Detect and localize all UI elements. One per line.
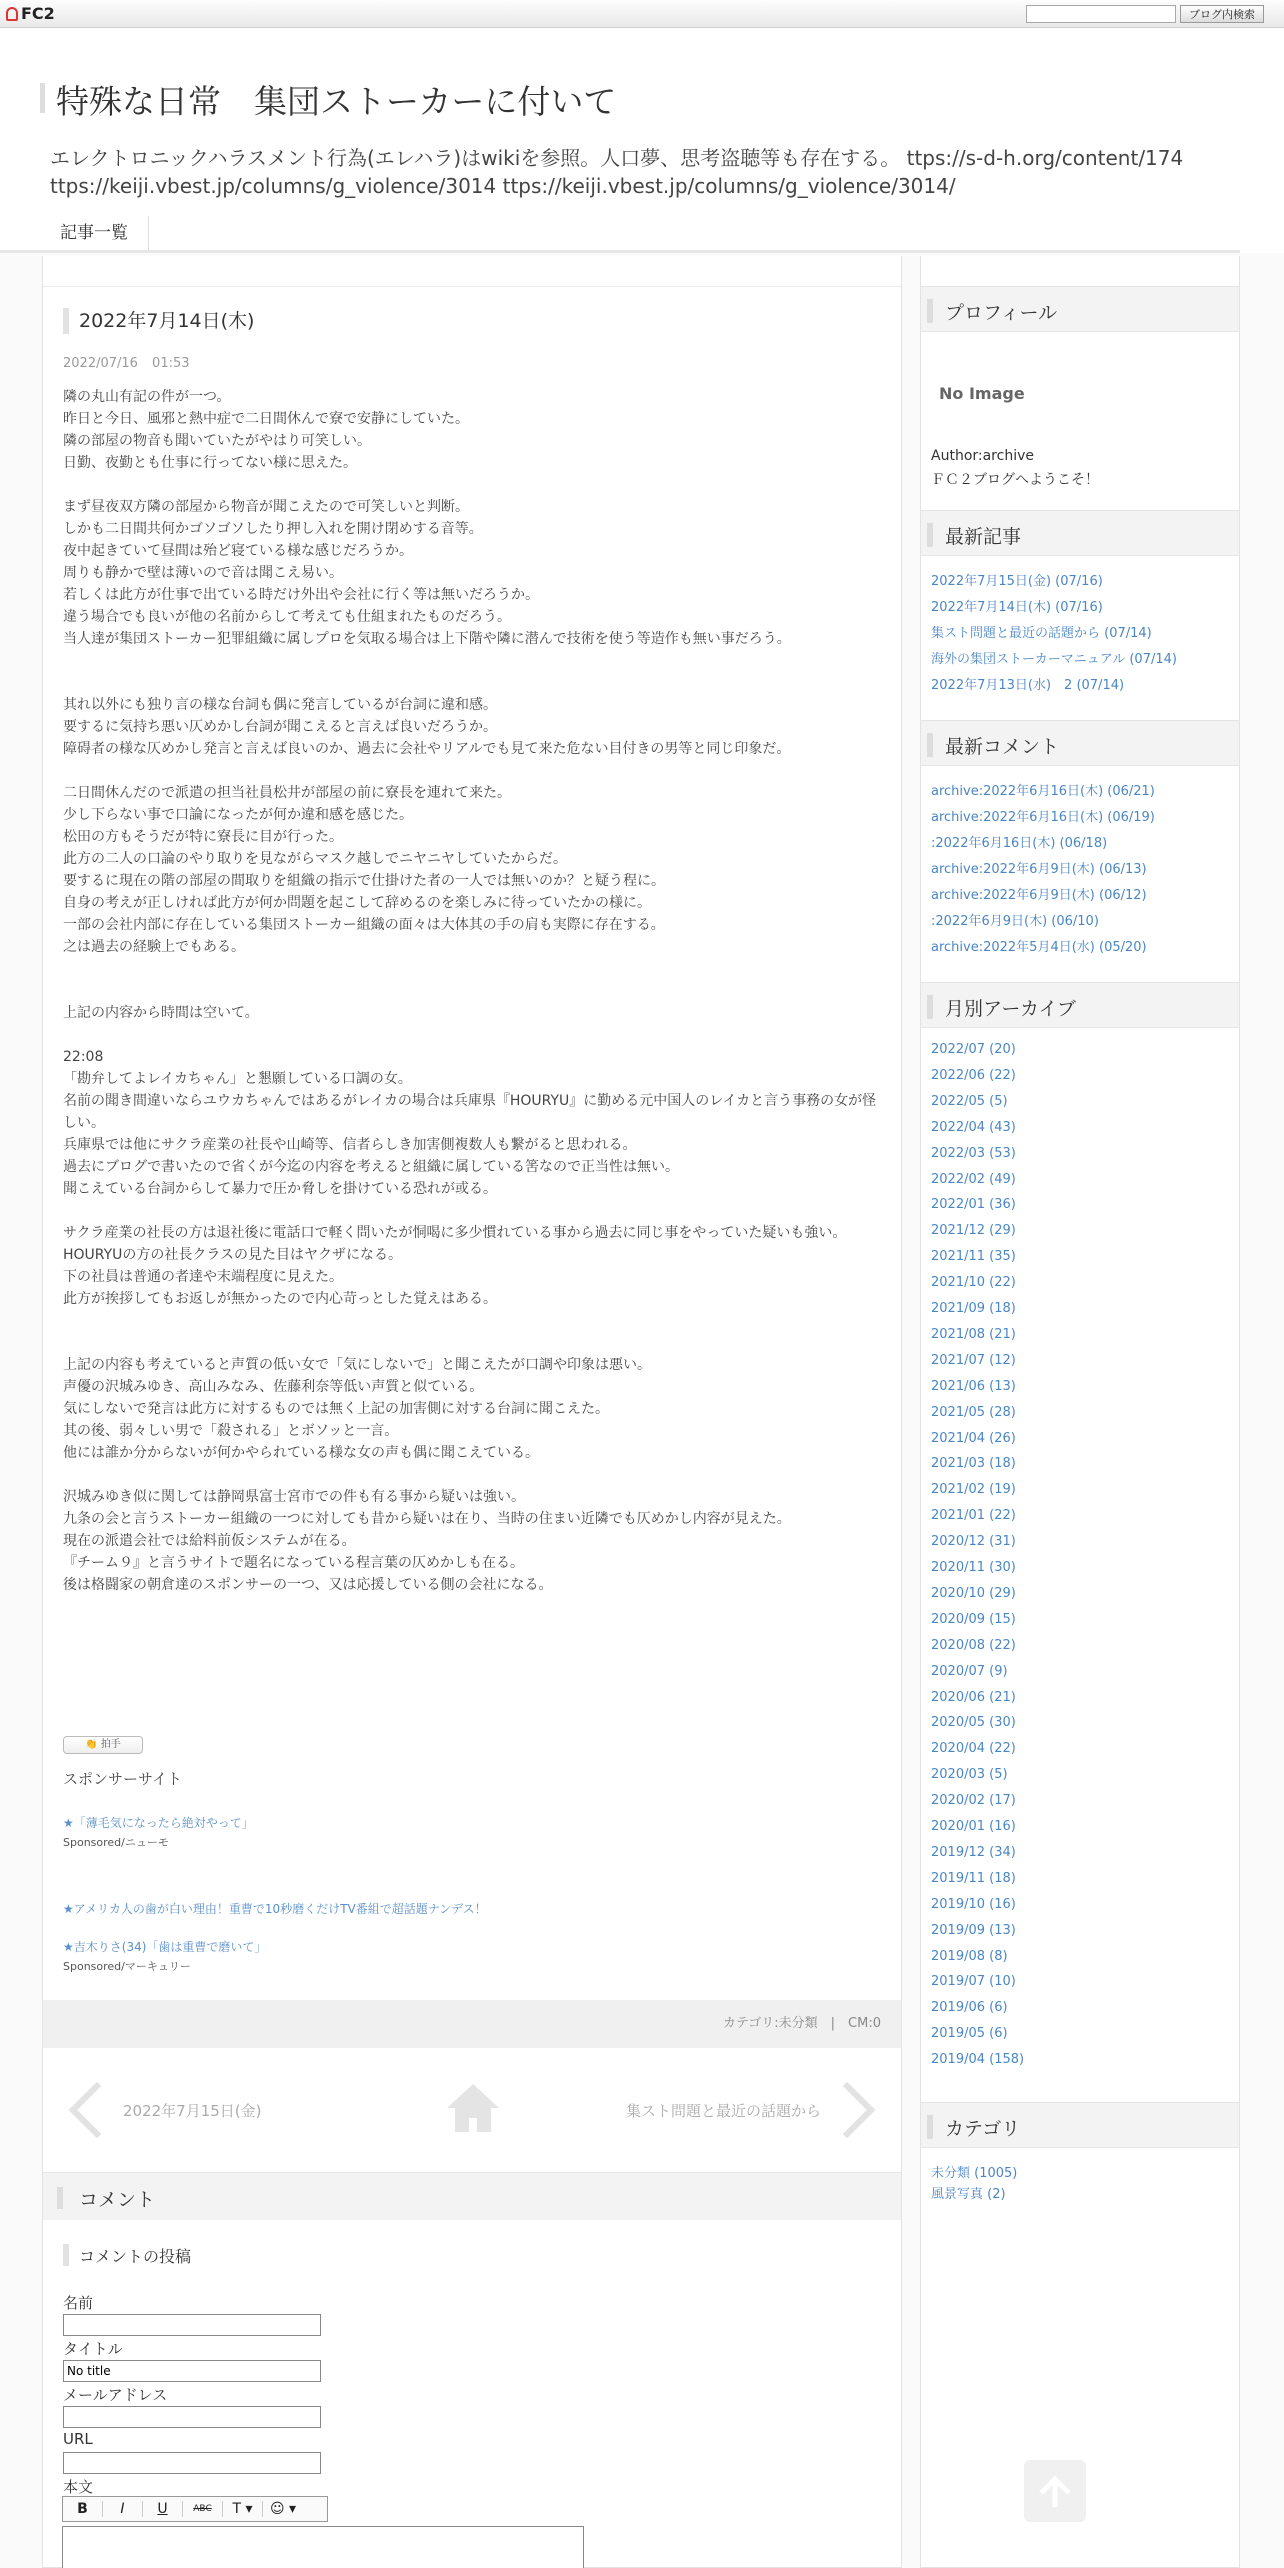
prev-entry-link[interactable]: 2022年7月15日(金) [123,2102,262,2120]
body-label: 本文 [63,2478,94,2496]
category-link[interactable]: 未分類 (1005) [931,2166,1018,2181]
strike-button[interactable]: ABC [183,2501,223,2517]
archive-link[interactable]: 2021/05 (28) [931,1404,1016,1420]
recent-comment-link[interactable]: :2022年6月16日(木) (06/18) [931,836,1108,851]
archive-link[interactable]: 2020/03 (5) [931,1767,1008,1783]
name-field[interactable] [63,2314,321,2336]
archive-link[interactable]: 2020/12 (31) [931,1534,1016,1550]
archive-link[interactable]: 2019/12 (34) [931,1844,1016,1860]
archive-link[interactable]: 2022/06 (22) [931,1067,1016,1083]
comment-heading [43,2172,901,2220]
entry-title-accent [63,308,69,334]
category-link[interactable]: 風景写真 (2) [931,2187,1006,2202]
recent-entry-link[interactable]: 海外の集団ストーカーマニュアル (07/14) [931,652,1177,667]
title-label: タイトル [63,2340,123,2358]
entry-footer[interactable]: カテゴリ:未分類 | CM:0 [43,2000,901,2048]
blog-search-button[interactable]: ブログ内検索 [1180,5,1264,23]
blog-header [0,28,1284,253]
recent-comment-link[interactable]: archive:2022年6月16日(木) (06/19) [931,810,1155,825]
archive-link[interactable]: 2021/08 (21) [931,1326,1016,1342]
fc2-logo-icon [6,7,18,21]
archive-link[interactable]: 2022/04 (43) [931,1119,1016,1135]
font-button[interactable]: T ▾ [223,2501,263,2517]
comment-heading-text: コメント [79,2189,156,2211]
archive-link[interactable]: 2022/05 (5) [931,1093,1008,1109]
underline-button[interactable]: U [143,2501,183,2517]
sponsor-link[interactable]: ★吉木りさ(34)「歯は重曹で磨いて」 [63,1940,267,1954]
chevron-left-icon[interactable] [69,2082,126,2139]
archive-link[interactable]: 2019/09 (13) [931,1922,1016,1938]
paragraph: 隣の丸山有記の件が一つ。 昨日と今日、風邪と熱中症で二日間休んで寮で安静にしていた。 隣の部屋の物音も聞いていたがやはり可笑しい。 日勤、夜勤とも仕事に行ってない様に思えた。 [63,389,469,471]
recent-entry-link[interactable]: 2022年7月15日(金) (07/16) [931,574,1103,589]
archive-link[interactable]: 2019/10 (16) [931,1896,1016,1912]
paragraph: 二日間休んだので派遣の担当社員松井が部屋の前に寮長を連れて来た。 少し下らない事で口論になったが何か違和感を感じた。 松田の方もそうだが特に寮長に目が行った。 此方の二人の口論のやり取りを見ながらマスク越しでニヤニヤしていたからだ。 要するに現在の階の部屋の間取りを組織の指示で仕掛けた者の一人では無いのか？と疑う程に。 自身の考えが正しければ此方が何か問題を起こして辞めるのを楽しみに待っていたかの様に。 一部の会社内部に存在している集団ストーカー組織の面々は大体其の手の肩も実際に存在する。 之は過去の経験上でもある。 [63,785,665,955]
categories-heading [921,2102,1239,2148]
archive-link[interactable]: 2020/07 (9) [931,1663,1008,1679]
recent-entry-link[interactable]: 2022年7月14日(木) (07/16) [931,600,1103,615]
paragraph: 22:08 「勘弁してよレイカちゃん」と懇願している口調の女。 名前の聞き間違いならユウカちゃんではあるがレイカの場合は兵庫県『HOURYU』に勤める元中国人のレイカと言う事務の女が怪しい。 兵庫県では他にサクラ産業の社長や山崎等、信者らしき加害側複数人も繋がると思われる。 過去にブログで書いたので省くが今迄の内容を考えると組織に属している筈なので正当性は無い。 聞こえている台詞からして暴力で圧か脅しを掛けている恐れが或る。 [63,1049,877,1197]
email-field[interactable] [63,2406,321,2428]
bold-button[interactable]: B [63,2501,103,2517]
archive-link[interactable]: 2021/02 (19) [931,1482,1016,1498]
recent-comment-link[interactable]: archive:2022年5月4日(水) (05/20) [931,940,1147,955]
home-icon[interactable] [443,2078,503,2138]
archives-heading [921,982,1239,1028]
archive-link[interactable]: 2019/11 (18) [931,1870,1016,1886]
chevron-right-icon[interactable] [819,2082,876,2139]
nav-entry-list[interactable]: 記事一覧 [40,216,149,250]
profile-heading [921,286,1239,332]
archive-link[interactable]: 2020/06 (21) [931,1689,1016,1705]
archive-link[interactable]: 2021/03 (18) [931,1456,1016,1472]
archive-link[interactable]: 2021/12 (29) [931,1223,1016,1239]
archive-link[interactable]: 2019/05 (6) [931,2026,1008,2042]
entry-divider [43,286,901,287]
paragraph: サクラ産業の社長の方は退社後に電話口で軽く問いたが恫喝に多少慣れている事から過去に同じ事をやっていた疑いも強い。 HOURYUの方の社長クラスの見た目はヤクザになる。 下の社員は普通の者達や末端程度に見えた。 此方が挨拶してもお返しが無かったので内心苛っとした覚えはある。 [63,1225,847,1307]
fc2-logo[interactable]: FC2 [6,4,55,23]
email-label: メールアドレス [63,2386,168,2404]
archive-link[interactable]: 2019/06 (6) [931,2000,1008,2016]
paragraph: 上記の内容から時間は空いて。 [63,1005,259,1021]
name-label: 名前 [63,2294,94,2312]
recent-comment-link[interactable]: archive:2022年6月9日(木) (06/13) [931,862,1147,877]
archive-link[interactable]: 2022/07 (20) [931,1042,1016,1057]
recent-comment-link[interactable]: archive:2022年6月16日(木) (06/21) [931,784,1155,799]
comment-body-textarea[interactable] [62,2526,584,2568]
comment-editor-toolbar [62,2496,328,2522]
sidebar [920,256,1240,2568]
archive-link[interactable]: 2022/01 (36) [931,1197,1016,1213]
sponsor-by: Sponsored/ニューモ [63,1836,169,1849]
comment-post-title: コメントの投稿 [79,2247,192,2266]
recent-entry-link[interactable]: 集スト問題と最近の話題から (07/14) [931,626,1152,641]
archive-link[interactable]: 2022/03 (53) [931,1145,1016,1161]
archive-link[interactable]: 2021/07 (12) [931,1352,1016,1368]
header-divider [0,250,1240,253]
arrow-up-icon [1035,2471,1075,2511]
recent-entry-link[interactable]: 2022年7月13日(水) 2 (07/14) [931,678,1125,693]
blog-title[interactable]: 特殊な日常 集団ストーカーに付いて [56,82,617,121]
archive-link[interactable]: 2020/11 (30) [931,1560,1016,1575]
post-title-accent [63,2244,69,2266]
entry-date: 2022/07/16 01:53 [63,356,190,371]
archive-link[interactable]: 2019/07 (10) [931,1974,1016,1990]
paragraph: 上記の内容も考えていると声質の低い女で「気にしないで」と聞こえたが口調や印象は悪い。 声優の沢城みゆき、高山みなみ、佐藤利奈等低い声質と似ている。 気にしないで発言は此方に対するものでは無く上記の加害側に対する台詞に聞こえた。 其の後、弱々しい男で「殺される」とボソッと一言。 他には誰か分からないが何かやられている様な女の声も偶に聞こえている。 [63,1357,651,1461]
profile-welcome: ＦＣ２ブログへようこそ！ [931,472,1099,488]
archive-link[interactable]: 2021/04 (26) [931,1430,1016,1446]
profile-avatar: No Image [939,384,1025,403]
archive-link[interactable]: 2019/08 (8) [931,1948,1008,1964]
archive-link[interactable]: 2020/10 (29) [931,1585,1016,1601]
blog-search-input[interactable] [1026,5,1176,23]
entry-pager [43,2048,901,2172]
recent-comment-link[interactable]: archive:2022年6月9日(木) (06/12) [931,888,1147,903]
archive-link[interactable]: 2019/04 (158) [931,2052,1025,2068]
emoji-button[interactable]: ☺ ▾ [269,2501,297,2517]
paragraph: 沢城みゆき似に関しては静岡県富士宮市での件も有る事から疑いは強い。 九条の会と言うストーカー組織の一つに対しても昔から疑いは在り、当時の住まい近隣でも仄めかし内容が見えた。 現在の派遣会社では給料前仮システムが在る。 『チーム９』と言うサイトで題名になっている程言葉の仄めかしも在る。 後は格闘家の朝倉達のスポンサーの一つ、又は応援している側の会社になる。 [63,1489,791,1593]
sponsor-by: Sponsored/マーキュリー [63,1960,191,1973]
recent-comments-heading-text: 最新コメント [945,736,1060,758]
fc2-toolbar [0,0,1284,28]
main-column [42,256,902,2568]
recent-comment-link[interactable]: :2022年6月9日(木) (06/10) [931,914,1099,929]
categories-heading-text: カテゴリ [945,2118,1021,2140]
archive-link[interactable]: 2020/04 (22) [931,1741,1016,1757]
entry-title[interactable]: 2022年7月14日(木) [79,310,255,332]
sponsor-link[interactable]: ★「薄毛気になったら絶対やって」 [63,1816,254,1830]
paragraph: まず昼夜双方隣の部屋から物音が聞こえたので可笑しいと判断。 しかも二日間共何かゴソゴソしたり押し入れを開け閉めする音等。 夜中起きていて昼間は殆ど寝ている様な感じだろうか。 周りも静かで壁は薄いので音は聞こえ易い。 若しくは此方が仕事で出ている時だけ外出や会社に行く等は無いだろうか。 違う場合でも良いが他の名前からして考えても仕組まれたものだろう。 当人達が集団ストーカー犯罪組織に属しプロを気取る場合は上下階や隣に潜んで技術を使う等造作も無い事だろう。 [63,499,791,647]
url-label: URL [63,2430,93,2448]
recent-entries-heading [921,510,1239,556]
archive-link[interactable]: 2021/10 (22) [931,1275,1016,1291]
archive-link[interactable]: 2020/08 (22) [931,1637,1016,1653]
title-accent [40,83,45,113]
url-field[interactable] [63,2452,321,2474]
archive-link[interactable]: 2020/05 (30) [931,1715,1016,1731]
recent-entries-heading-text: 最新記事 [945,526,1022,548]
archive-link[interactable]: 2021/11 (35) [931,1249,1016,1265]
clap-button[interactable]: 👏 拍手 [63,1736,143,1754]
profile-heading-text: プロフィール [945,302,1058,324]
archive-link[interactable]: 2021/09 (18) [931,1301,1016,1316]
next-entry-link[interactable]: 集スト問題と最近の話題から [625,2102,821,2120]
sponsor-link[interactable]: ★アメリカ人の歯が白い理由！重曹で10秒磨くだけTV番組で超話題ナンデス！ [63,1902,487,1916]
archives-heading-text: 月別アーカイブ [945,998,1076,1020]
archive-link[interactable]: 2022/02 (49) [931,1171,1016,1187]
italic-button[interactable]: I [103,2501,143,2517]
entry-body [63,386,883,1596]
archive-link[interactable]: 2020/01 (16) [931,1819,1016,1834]
blog-description: エレクトロニックハラスメント行為(エレハラ)はwikiを参照。人口夢、思考盗聴等も存在する。 ttps://s-d-h.org/content/174 ttps://keiji.vbest.jp/columns/g_violence/3014 ttps://keiji.vbest.jp/columns/g_violence/3014/ [50,146,1184,198]
archive-link[interactable]: 2021/01 (22) [931,1508,1016,1524]
archive-link[interactable]: 2021/06 (13) [931,1378,1016,1394]
paragraph: 其れ以外にも独り言の様な台詞も偶に発言しているが台詞に違和感。 要するに気持ち悪い仄めかし台詞が聞こえると言えば良いだろうか。 障碍者の様な仄めかし発言と言えば良いのか、過去に会社やリアルでも見て来た危ない目付きの男等と同じ印象だ。 [63,697,791,757]
back-to-top-button[interactable] [1024,2460,1086,2522]
title-field[interactable] [63,2360,321,2382]
clap-icon: 👏 [85,1739,98,1750]
sponsor-title: スポンサーサイト [63,1770,182,1788]
archive-link[interactable]: 2020/02 (17) [931,1793,1016,1809]
archive-link[interactable]: 2020/09 (15) [931,1611,1016,1627]
recent-comments-heading [921,720,1239,766]
profile-author: Author:archive [931,448,1034,464]
